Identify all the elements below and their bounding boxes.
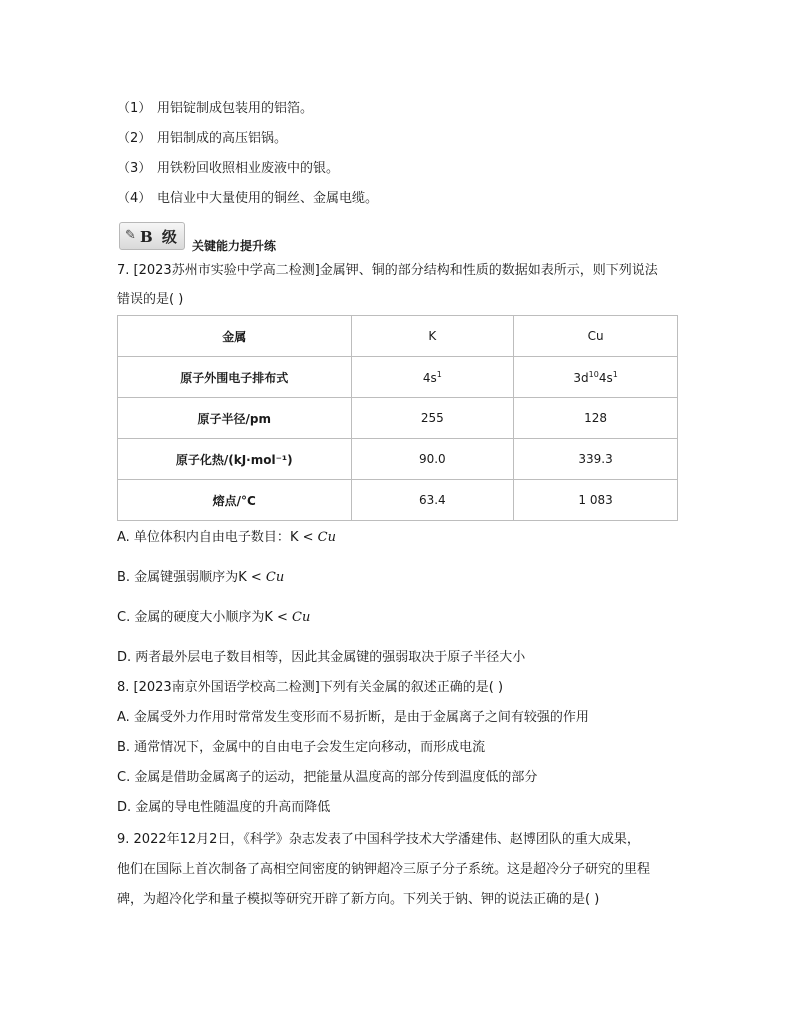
- use-item-text: 用铝制成的高压铝锅。: [157, 131, 288, 146]
- metal-properties-table: [117, 315, 678, 521]
- table-row: [118, 480, 678, 521]
- table-row: [118, 398, 678, 439]
- q8-option-c: C. 金属是借助金属离子的运动，把能量从温度高的部分传到温度低的部分: [117, 770, 538, 785]
- table-header-cell: K: [351, 316, 514, 357]
- table-header-cell: Cu: [514, 316, 678, 357]
- table-header-row: [118, 316, 678, 357]
- table-row-label: 原子半径/pm: [118, 398, 352, 439]
- q8-option-b: B. 通常情况下，金属中的自由电子会发生定向移动，而形成电流: [117, 740, 486, 755]
- use-item-number: （4）: [117, 191, 152, 206]
- electron-config-cu-s: 4s: [598, 370, 613, 385]
- q7-option-d: D. 两者最外层电子数目相等，因此其金属键的强弱取决于原子半径大小: [117, 650, 526, 665]
- section-title: 关键能力提升练: [192, 239, 277, 253]
- use-item-number: （3）: [117, 161, 152, 176]
- q8-option-a: A. 金属受外力作用时常常发生变形而不易折断，是由于金属离子之间有较强的作用: [117, 710, 589, 725]
- use-item-text: 用铁粉回收照相业废液中的银。: [157, 161, 340, 176]
- electron-count: 1: [612, 369, 618, 379]
- q9-stem-line2: 他们在国际上首次制备了高相空间密度的钠钾超冷三原子分子系统。这是超冷分子研究的里程: [117, 862, 651, 877]
- use-item-number: （1）: [117, 101, 152, 116]
- option-text: A. 单位体积内自由电子数目：: [117, 530, 290, 545]
- option-formula: K <: [264, 610, 293, 625]
- option-formula: K <: [289, 530, 318, 545]
- q8-option-d: D. 金属的导电性随温度的升高而降低: [117, 800, 331, 815]
- electron-count: 10: [588, 369, 599, 379]
- table-row-label: 原子化热/(kJ·mol⁻¹): [118, 439, 352, 480]
- table-row-label: 熔点/°C: [118, 480, 352, 521]
- level-badge: [119, 222, 185, 250]
- use-item-1: [117, 100, 313, 118]
- level-badge-label: B 级: [140, 228, 179, 246]
- table-cell: 339.3: [514, 439, 678, 480]
- option-text: C. 金属的硬度大小顺序为: [117, 610, 265, 625]
- q8-stem: 8. [2023南京外国语学校高二检测]下列有关金属的叙述正确的是( ): [117, 680, 504, 695]
- use-item-text: 用铝锭制成包装用的铝箔。: [157, 101, 314, 116]
- option-formula-cu: Cu: [292, 610, 311, 625]
- q7-stem-line1: 7. [2023苏州市实验中学高二检测]金属钾、铜的部分结构和性质的数据如表所示，则下列说法: [117, 263, 658, 278]
- use-item-4: [117, 190, 378, 208]
- q9-stem-line3: 碑，为超冷化学和量子模拟等研究开辟了新方向。下列关于钠、钾的说法正确的是( ): [117, 892, 600, 907]
- use-item-3: [117, 160, 339, 178]
- table-cell: 255: [351, 398, 514, 439]
- pencil-icon: ✎: [125, 228, 136, 243]
- electron-count: 1: [436, 369, 442, 379]
- q7-option-b: [117, 569, 284, 587]
- option-formula: K <: [238, 570, 266, 585]
- option-formula-cu: Cu: [265, 570, 285, 585]
- option-formula-cu: Cu: [317, 530, 336, 545]
- option-text: B. 金属键强弱顺序为: [117, 570, 239, 585]
- table-header-cell: 金属: [118, 316, 352, 357]
- q9-stem-line1: 9. 2022年12月2日，《科学》杂志发表了中国科学技术大学潘建伟、赵博团队的重大成果，: [117, 832, 640, 847]
- use-item-text: 电信业中大量使用的铜丝、金属电缆。: [157, 191, 379, 206]
- electron-config-cu-d: 3d: [573, 370, 589, 385]
- table-cell: 90.0: [351, 439, 514, 480]
- q7-option-a: [117, 529, 336, 547]
- table-cell: 1 083: [514, 480, 678, 521]
- table-row: [118, 439, 678, 480]
- q7-stem-line2: 错误的是( ): [117, 292, 184, 307]
- table-cell: 63.4: [351, 480, 514, 521]
- table-cell: [351, 357, 514, 398]
- table-cell: 128: [514, 398, 678, 439]
- table-cell: [514, 357, 678, 398]
- use-item-number: （2）: [117, 131, 152, 146]
- q7-option-c: [117, 609, 310, 627]
- table-row: [118, 357, 678, 398]
- electron-config-k: 4s: [422, 370, 437, 385]
- use-item-2: [117, 130, 287, 148]
- table-row-label: 原子外围电子排布式: [118, 357, 352, 398]
